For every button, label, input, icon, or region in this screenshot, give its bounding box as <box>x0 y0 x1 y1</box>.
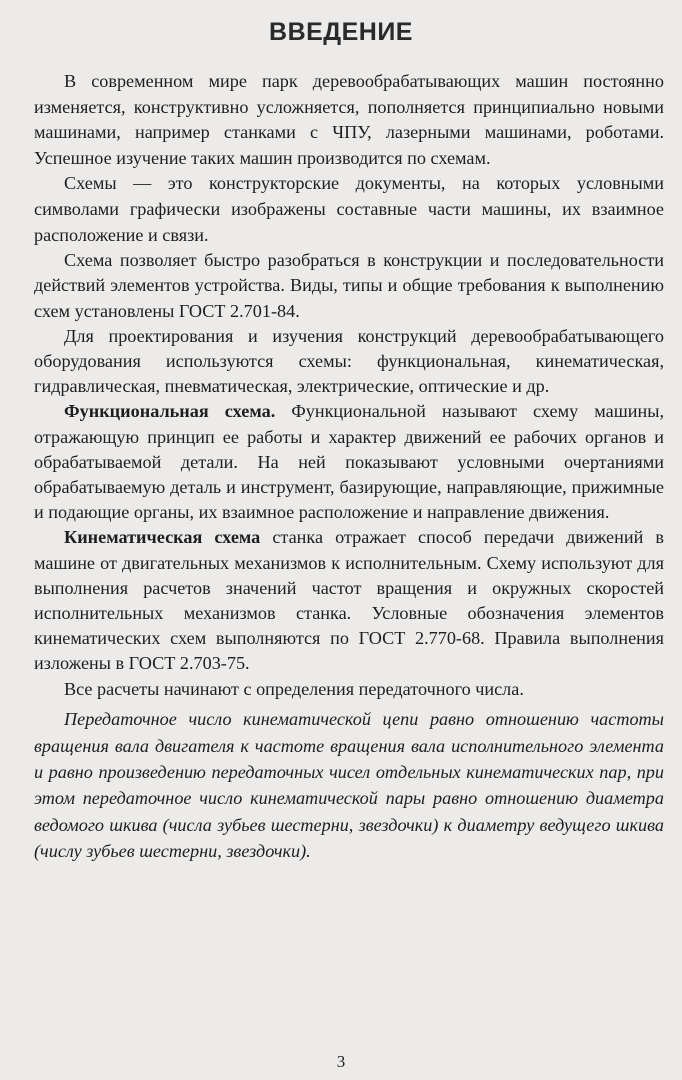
paragraph-intro: В современном мире парк деревообрабатывающих машин постоянно изменяется, конструктивно усложняется, пополняется принципиально новыми машинами, например станками с ЧПУ, лазерными машинами, роботами. Успешное изучение таких машин производится по схемам. <box>34 71 664 168</box>
page-number: 3 <box>336 1052 346 1071</box>
paragraph-scheme-purpose: Схема позволяет быстро разобраться в конструкции и последовательности действий элементов устройства. Виды, типы и общие требования к выполнению схем установлены ГОСТ 2.701-84. <box>34 250 664 321</box>
paragraph-calculations: Все расчеты начинают с определения передаточного числа. <box>64 678 524 699</box>
document-body <box>34 69 664 865</box>
term-functional-scheme: Функциональная схема. <box>64 401 276 422</box>
paragraph-functional-scheme-text: Функциональной называют схему машины, отражающую принцип ее работы и характер движений ее рабочих органов и обрабатываемой детали. На ней показывают условными очертаниями обрабатываемую деталь и инструмент, базирующие, направляющие, прижимные и подающие органы, их взаимное расположение и направление движения. <box>34 401 664 523</box>
paragraph-scheme-types: Для проектирования и изучения конструкций деревообрабатывающего оборудования используются схемы: функциональная, кинематическая, гидравлическая, пневматическая, электрические, оптические и др. <box>34 325 664 397</box>
paragraph-functional-scheme <box>34 399 664 525</box>
paragraph-kinematic-scheme-text: станка отражает способ передачи движений в машине от двигательных механизмов к исполнительным. Схему используют для выполнения расчетов значений частот вращения и окружных скоростей исполнительных механизмов станка. Условные обозначения элементов кинематических схем выполняются по ГОСТ 2.770-68. Правила выполнения изложены в ГОСТ 2.703-75. <box>34 527 664 674</box>
paragraph-kinematic-scheme <box>34 525 664 676</box>
page-title: ВВЕДЕНИЕ <box>269 18 413 46</box>
paragraph-gear-ratio-definition: Передаточное число кинематической цепи равно отношению частоты вращения вала двигателя к частоте вращения вала исполнительного элемента и равно произведению передаточных чисел отдельных кинематических пар, при этом передаточное число кинематической пары равно отношению диаметра ведомого шкива (числа зубьев шестерни, звездочки) к диаметру ведущего шкива (числу зубьев шестерни, звездочки). <box>34 709 664 862</box>
term-kinematic-scheme: Кинематическая схема <box>64 527 261 548</box>
paragraph-schemes-definition: Схемы — это конструкторские документы, на которых условными символами графически изображены составные части машины, их взаимное расположение и связи. <box>34 173 664 245</box>
